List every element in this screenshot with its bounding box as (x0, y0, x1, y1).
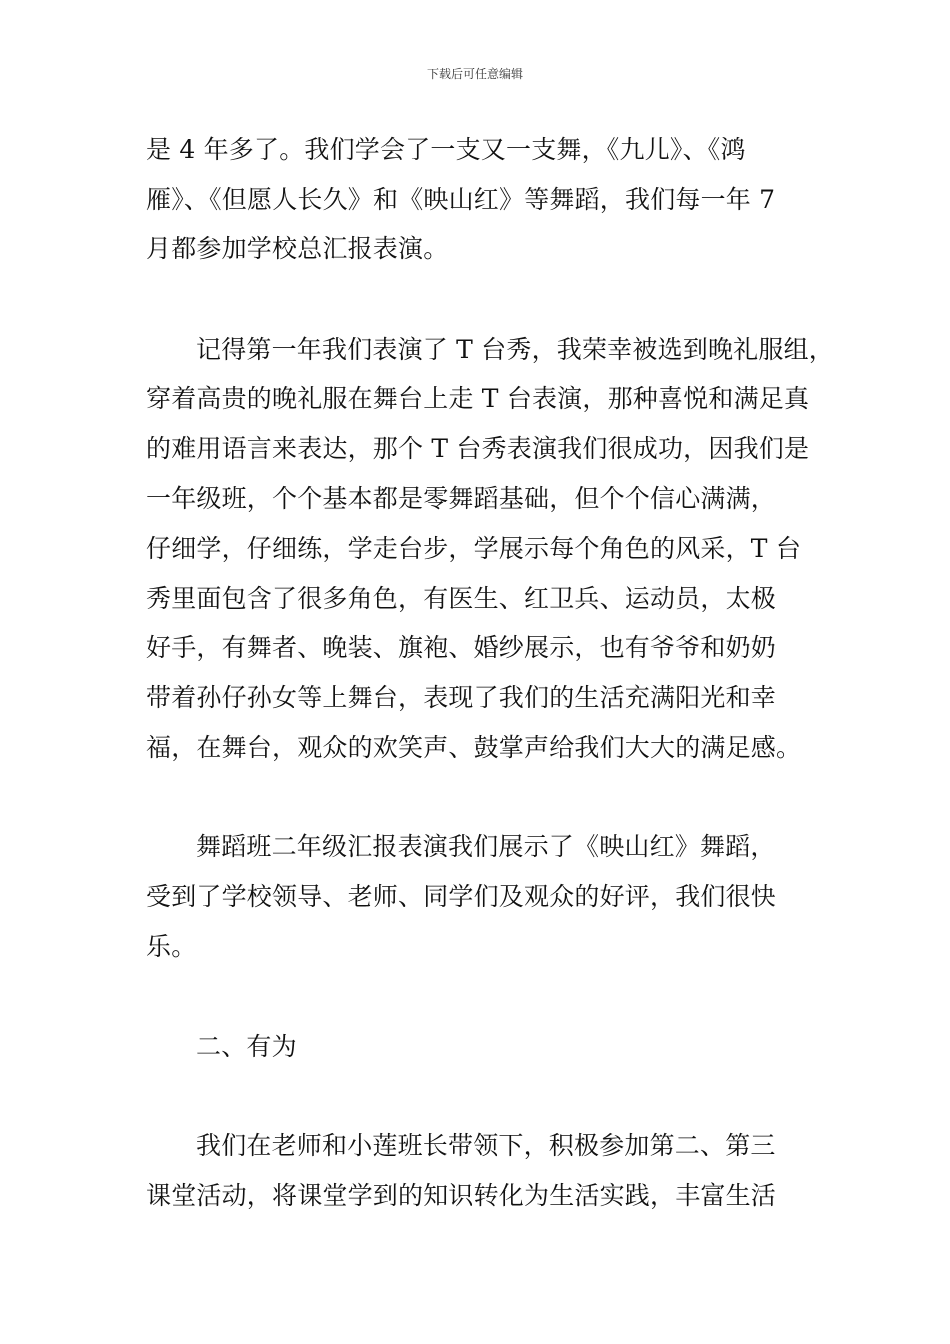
text-line: 月都参加学校总汇报表演。 (146, 234, 449, 263)
text-line: 雁》、《但愿人长久》和《映山红》等舞蹈，我们每一年 7 (146, 185, 776, 214)
text-line: 课堂活动，将课堂学到的知识转化为生活实践，丰富生活 (146, 1181, 777, 1210)
text-line: 福，在舞台，观众的欢笑声、鼓掌声给我们大大的满足感。 (146, 733, 802, 762)
text-line: 乐。 (146, 932, 197, 961)
page-header: 下载后可任意编辑 (426, 67, 523, 81)
text-line: 舞蹈班二年级汇报表演我们展示了《映山红》舞蹈， (196, 832, 776, 861)
text-line: 仔细学，仔细练，学走台步，学展示每个角色的风采，T 台 (146, 534, 802, 563)
section-title: 二、有为 (196, 1032, 297, 1061)
text-line: 记得第一年我们表演了 T 台秀，我荣幸被选到晚礼服组， (196, 335, 834, 364)
text-line: 秀里面包含了很多角色，有医生、红卫兵、运动员，太极 (146, 584, 777, 613)
text-line: 穿着高贵的晚礼服在舞台上走 T 台表演，那种喜悦和满足真 (146, 384, 810, 413)
text-line: 的难用语言来表达，那个 T 台秀表演我们很成功，因我们是 (146, 434, 810, 463)
text-line: 受到了学校领导、老师、同学们及观众的好评，我们很快 (146, 882, 777, 911)
text-line: 好手，有舞者、晚装、旗袍、婚纱展示，也有爷爷和奶奶 (146, 633, 777, 662)
text-line: 我们在老师和小莲班长带领下，积极参加第二、第三 (196, 1131, 776, 1160)
text-line: 一年级班，个个基本都是零舞蹈基础，但个个信心满满， (146, 484, 777, 513)
text-line: 是 4 年多了。我们学会了一支又一支舞，《九儿》、《鸿 (146, 135, 746, 164)
text-line: 带着孙仔孙女等上舞台，表现了我们的生活充满阳光和幸 (146, 683, 777, 712)
